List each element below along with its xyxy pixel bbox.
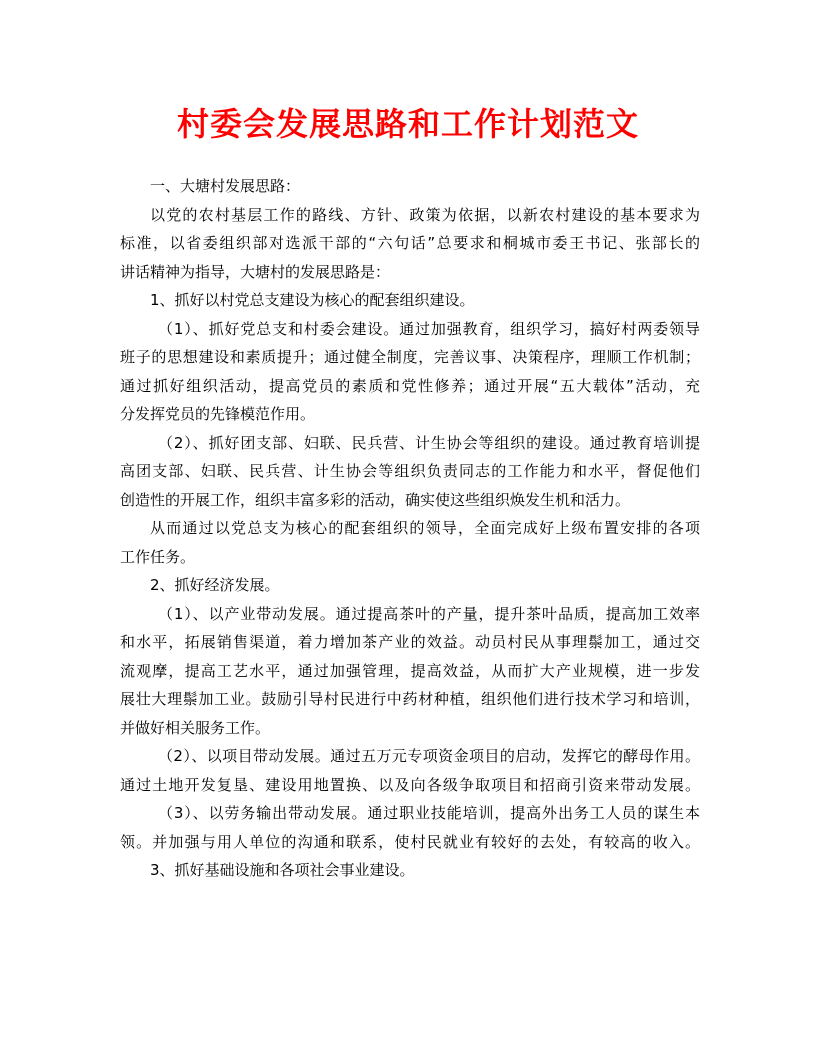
paragraph-line: 讲话精神为指导，大塘村的发展思路是： (120, 262, 391, 281)
heading-item-1: 1、抓好以村党总支建设为核心的配套组织建设。 (150, 291, 475, 309)
paragraph-line: 分发挥党员的先锋模范作用。 (120, 405, 316, 423)
paragraph-line: 通过土地开发复垦、建设用地置换、以及向各级争取项目和招商引资来带动发展。 (120, 775, 700, 794)
paragraph-line: （2）、以项目带动发展。通过五万元专项资金项目的启动，发挥它的酵母作用。 (158, 747, 700, 765)
paragraph-line: 高团支部、妇联、民兵营、计生协会等组织负责同志的工作能力和水平，督促他们 (120, 462, 700, 480)
paragraph-line: （1）、以产业带动发展。通过提高茶叶的产量，提升茶叶品质，提高加工效率 (158, 604, 700, 623)
paragraph-line: 创造性的开展工作，组织丰富多彩的活动，确实使这些组织焕发生机和活力。 (120, 490, 631, 509)
paragraph-line: 通过抓好组织活动，提高党员的素质和党性修养；通过开展“五大载体”活动，充 (120, 376, 700, 395)
document-body (120, 172, 700, 885)
paragraph-line: （3）、以劳务输出带动发展。通过职业技能培训，提高外出务工人员的谋生本 (158, 804, 700, 822)
paragraph-line: 领。并加强与用人单位的沟通和联系，使村民就业有较好的去处，有较高的收入。 (120, 832, 700, 851)
paragraph-line: （2）、抓好团支部、妇联、民兵营、计生协会等组织的建设。通过教育培训提 (158, 433, 700, 452)
paragraph-line: 流观摩，提高工艺水平，通过加强管理，提高效益，从而扩大产业规模，进一步发 (120, 661, 700, 680)
heading-item-3: 3、抓好基础设施和各项社会事业建设。 (150, 861, 415, 879)
paragraph-line: 和水平，拓展销售渠道，着力增加茶产业的效益。动员村民从事理鬃加工，通过交 (120, 633, 700, 651)
paragraph-line: 工作任务。 (120, 547, 196, 566)
heading-item-2: 2、抓好经济发展。 (150, 576, 280, 594)
paragraph-line: 标准，以省委组织部对选派干部的“六句话”总要求和桐城市委王书记、张部长的 (120, 234, 700, 252)
paragraph-line: （1）、抓好党总支和村委会建设。通过加强教育，组织学习，搞好村两委领导 (158, 319, 700, 338)
paragraph-line: 班子的思想建设和素质提升；通过健全制度，完善议事、决策程序，理顺工作机制； (120, 348, 700, 366)
paragraph-line: 从而通过以党总支为核心的配套组织的领导，全面完成好上级布置安排的各项 (150, 519, 700, 537)
document-title: 村委会发展思路和工作计划范文 (176, 105, 639, 143)
paragraph-line: 展壮大理鬃加工业。鼓励引导村民进行中药材种植，组织他们进行技术学习和培训， (120, 690, 700, 708)
heading-section-1: 一、大塘村发展思路： (150, 177, 301, 195)
paragraph-line: 以党的农村基层工作的路线、方针、政策为依据，以新农村建设的基本要求为 (150, 205, 700, 224)
paragraph-line: 并做好相关服务工作。 (120, 718, 271, 737)
